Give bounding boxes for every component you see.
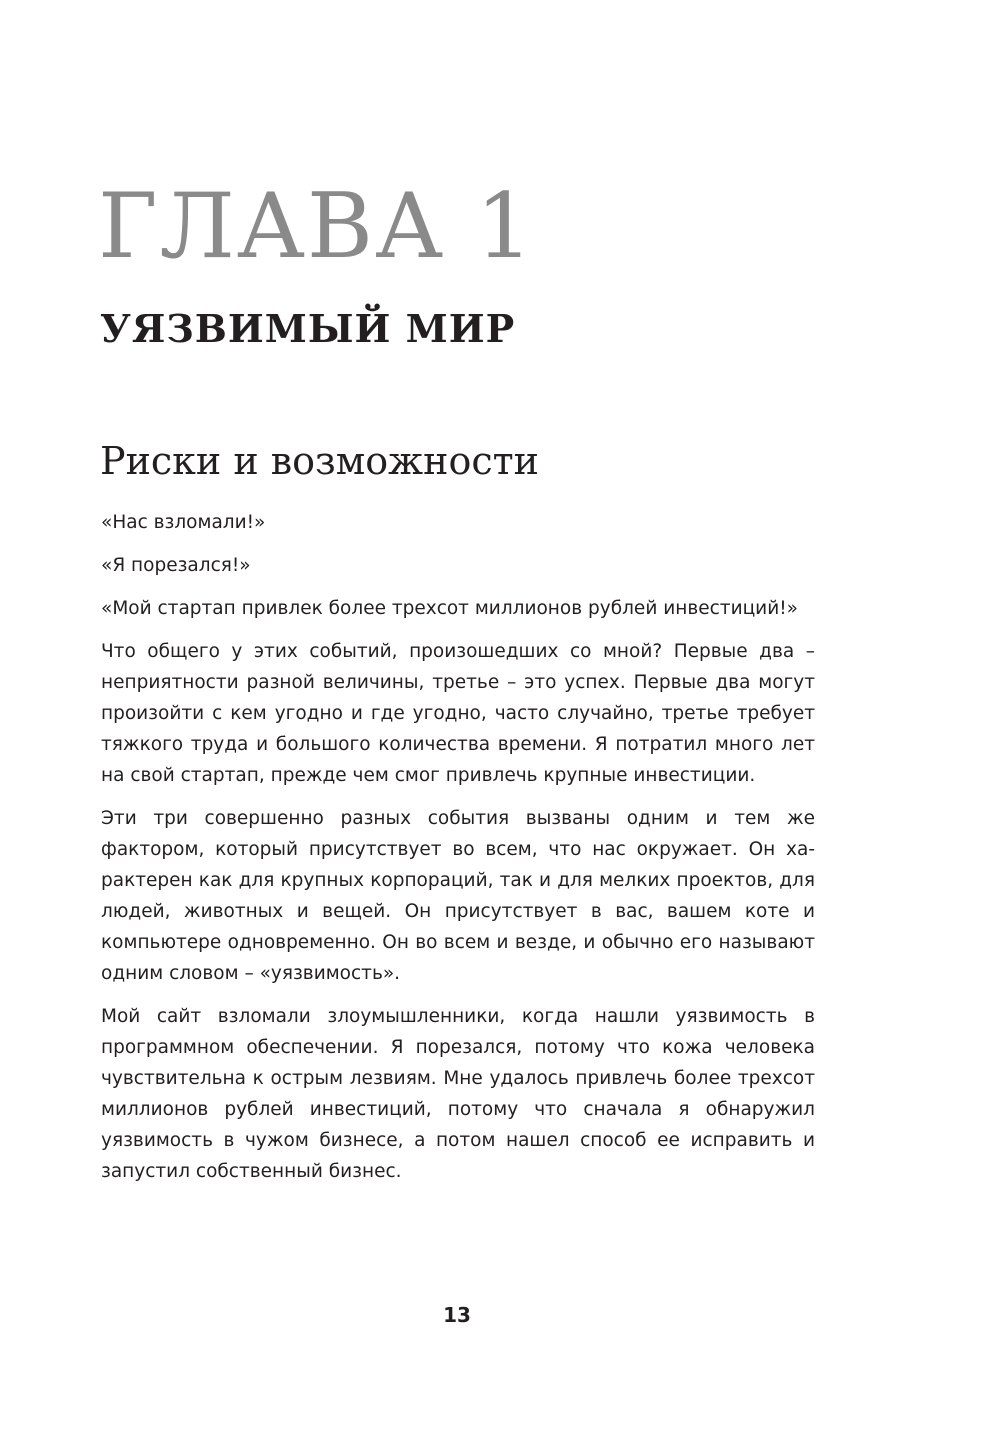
paragraph-quote-startup: «Мой стартап привлек более трехсот миллионов рублей инвестиций!» <box>101 598 798 619</box>
page-number: 13 <box>443 1303 471 1327</box>
paragraph-quote-cut: «Я порезался!» <box>101 555 251 576</box>
body-text <box>101 507 815 1199</box>
paragraph-examples: Мой сайт взломали злоумышленники, когда нашли уязвимость в программном обеспечении. Я порезался, потому что кожа человека чувствительна к острым лезвиям. Мне удалось привлечь более трехсот миллионов рублей инвестиций, потому что сначала я обнаружил уязвимость в чужом бизнесе, а потом нашел способ ее исправить и запустил собственный бизнес. <box>101 1006 815 1182</box>
paragraph-quote-hacked: «Нас взломали!» <box>101 512 266 533</box>
chapter-title: УЯЗВИМЫЙ МИР <box>100 306 516 351</box>
chapter-number: ГЛАВА 1 <box>98 174 536 279</box>
paragraph-intro: Что общего у этих событий, произошедших со мной? Первые два – неприятности разной величины, третье – это успех. Первые два могут произойти с кем угодно и где угодно, часто случайно, третье требует тяжкого труда и большого количества времени. Я потратил много лет на свой стартап, прежде чем смог привлечь крупные инвестиции. <box>101 641 815 786</box>
paragraph-vulnerability: Эти три совершенно разных события вызваны одним и тем же фактором, который присутствует во всем, что нас окружает. Он характерен как для крупных корпораций, так и для мелких проектов, для людей, животных и вещей. Он присутствует в вас, вашем коте и компьютере одновременно. Он во всем и везде, и обычно его называют одним словом – «уязвимость». <box>101 808 815 984</box>
section-title: Риски и возможности <box>100 439 539 483</box>
